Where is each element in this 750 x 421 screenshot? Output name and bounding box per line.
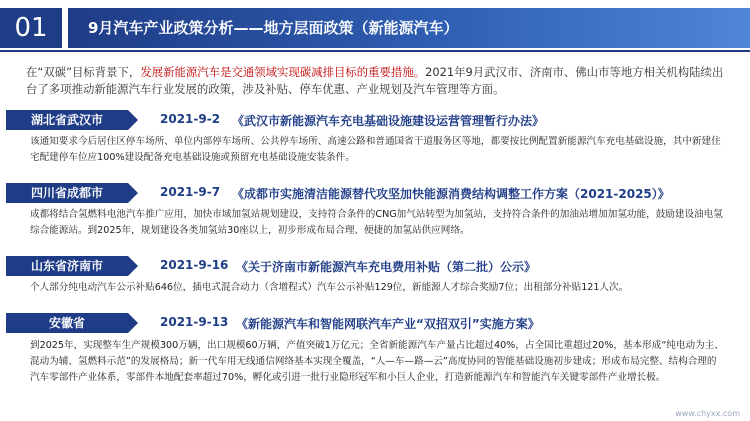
policy-date-anhui: 2021-9-13 <box>160 315 229 329</box>
policy-title-jinan: 《关于济南市新能源汽车充电费用补贴（第二批）公示》 <box>236 260 537 274</box>
policy-title-anhui: 《新能源汽车和智能网联汽车产业“双招双引”实施方案》 <box>236 317 540 331</box>
policy-text-chengdu: 成都将结合氢燃料电池汽车推广应用，加快市域加氢站规划建设，支持符合条件的CNG加气站转型为加氢站，支持符合条件的加油站增加加氢功能，鼓励建设油电氢综合能源站。到2025年，规划建设各类加氢站30座以上，初步形成布局合理、便捷的加氢站供应网络。 <box>30 209 723 236</box>
intro-highlight: 发展新能源汽车是交通领域实现碳减排目标的重要措施。 <box>140 65 426 79</box>
watermark: www.chyxx.com <box>675 409 740 418</box>
intro-paragraph <box>26 64 732 98</box>
policy-text-wuhan: 该通知要求今后居住区停车场所、单位内部停车场所、公共停车场所、高速公路和普通国省干道服务区等地，都要按比例配置新能源汽车充电基础设施，其中新建住宅配建停车位应100%建设配备充电基础设施或预留充电基础设施安装条件。 <box>30 136 721 163</box>
intro-prefix: 在“双碳”目标背景下， <box>26 65 141 79</box>
region-tag-jinan: 山东省济南市 <box>6 256 128 276</box>
policy-text-anhui: 到2025年，实现整车生产规模300万辆，出口规模60万辆，产值突破1万亿元；全省新能源汽车产量占比超过40%，占全国比重超过20%，基本形成“纯电动为主、混动为辅、氢燃料示范”的发展格局；新一代车用无线通信网络基本实现全覆盖，“人—车—路—云”高度协同的智能基础设施初步建成；形成布局完整、结构合理的汽车零部件产业体系，零部件本地配套率超过70%，孵化或引进一批行业隐形冠军和小巨人企业，打造新能源汽车和智能汽车关键零部件产业增长极。 <box>30 340 724 383</box>
section-number: 01 <box>0 8 62 48</box>
region-tag-chengdu: 四川省成都市 <box>6 183 128 203</box>
header-divider <box>0 50 750 52</box>
policy-date-wuhan: 2021-9-2 <box>160 112 221 126</box>
policy-date-chengdu: 2021-9-7 <box>160 185 221 199</box>
policy-date-jinan: 2021-9-16 <box>160 258 229 272</box>
policy-title-wuhan: 《武汉市新能源汽车充电基础设施建设运营管理暂行办法》 <box>232 114 545 128</box>
policy-text-jinan: 个人部分纯电动汽车公示补贴646位，插电式混合动力（含增程式）汽车公示补贴129位，新能源人才综合奖励7位；出租部分补贴121人次。 <box>30 282 629 293</box>
policy-title-chengdu: 《成都市实施清洁能源替代攻坚加快能源消费结构调整工作方案（2021-2025）》 <box>232 187 670 201</box>
intro-rest: 2021年9月武汉市、济南市、佛山市等地方相关机构陆续出台了多项推动新能源汽车行业发展的政策，涉及补贴、停车优惠、产业规划及汽车管理等方面。 <box>26 65 724 96</box>
region-tag-anhui: 安徽省 <box>6 313 128 333</box>
page-title: 9月汽车产业政策分析——地方层面政策（新能源汽车） <box>88 19 459 37</box>
region-tag-wuhan: 湖北省武汉市 <box>6 110 128 130</box>
